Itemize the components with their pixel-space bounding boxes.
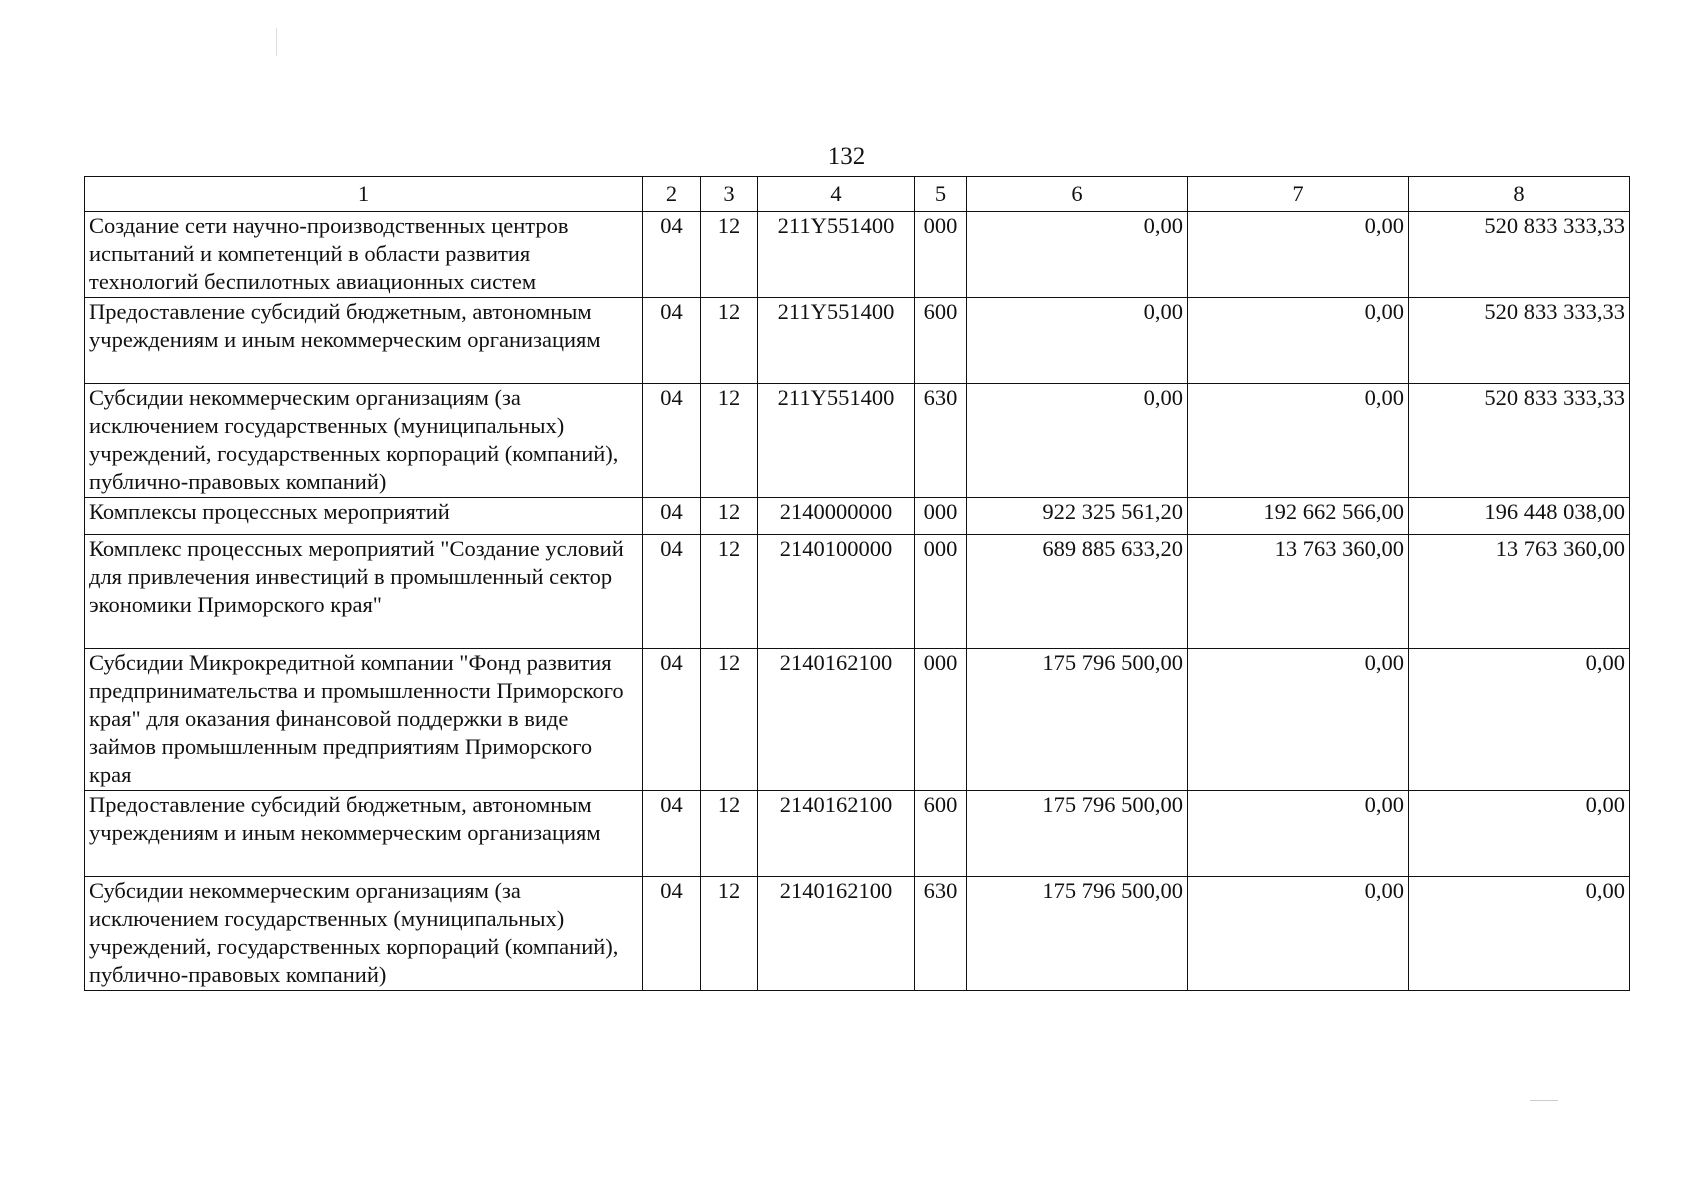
row-section: 04 xyxy=(643,877,701,991)
header-col-1: 1 xyxy=(85,177,643,212)
row-name: Субсидии некоммерческим организациям (за исключением государственных (муниципальных) учреждений, государственных корпораций (компаний), публично-правовых компаний) xyxy=(85,877,643,991)
row-target-article: 2140162100 xyxy=(758,791,915,877)
row-target-article: 2140100000 xyxy=(758,535,915,649)
row-amount-7: 0,00 xyxy=(1188,384,1409,498)
row-subsection: 12 xyxy=(701,298,758,384)
row-amount-8: 0,00 xyxy=(1409,791,1630,877)
row-subsection: 12 xyxy=(701,212,758,298)
table-body xyxy=(85,212,1630,991)
row-section: 04 xyxy=(643,791,701,877)
header-row xyxy=(85,177,1630,212)
row-section: 04 xyxy=(643,384,701,498)
table-header xyxy=(85,177,1630,212)
header-col-4: 4 xyxy=(758,177,915,212)
row-subsection: 12 xyxy=(701,384,758,498)
row-subsection: 12 xyxy=(701,649,758,791)
row-section: 04 xyxy=(643,298,701,384)
table-row xyxy=(85,212,1630,298)
row-subsection: 12 xyxy=(701,535,758,649)
scan-mark-bottom xyxy=(1530,1100,1558,1101)
row-amount-7: 0,00 xyxy=(1188,212,1409,298)
row-name: Субсидии Микрокредитной компании "Фонд развития предпринимательства и промышленности Приморского края" для оказания финансовой поддержки в виде займов промышленным предприятиям Приморского края xyxy=(85,649,643,791)
table-row xyxy=(85,791,1630,877)
row-section: 04 xyxy=(643,649,701,791)
table-row xyxy=(85,298,1630,384)
row-amount-6: 175 796 500,00 xyxy=(967,649,1188,791)
row-expense-type: 630 xyxy=(915,877,967,991)
header-col-2: 2 xyxy=(643,177,701,212)
row-amount-6: 689 885 633,20 xyxy=(967,535,1188,649)
row-amount-8: 520 833 333,33 xyxy=(1409,298,1630,384)
row-amount-6: 175 796 500,00 xyxy=(967,877,1188,991)
table-row xyxy=(85,877,1630,991)
row-amount-7: 0,00 xyxy=(1188,791,1409,877)
budget-table xyxy=(84,176,1630,991)
row-amount-6: 0,00 xyxy=(967,298,1188,384)
row-name: Создание сети научно-производственных центров испытаний и компетенций в области развития технологий беспилотных авиационных систем xyxy=(85,212,643,298)
row-amount-6: 0,00 xyxy=(967,212,1188,298)
table-row xyxy=(85,535,1630,649)
header-col-6: 6 xyxy=(967,177,1188,212)
table-row xyxy=(85,384,1630,498)
row-amount-6: 0,00 xyxy=(967,384,1188,498)
row-target-article: 211Y551400 xyxy=(758,384,915,498)
row-amount-7: 13 763 360,00 xyxy=(1188,535,1409,649)
row-section: 04 xyxy=(643,535,701,649)
row-section: 04 xyxy=(643,498,701,535)
row-amount-8: 196 448 038,00 xyxy=(1409,498,1630,535)
table-row xyxy=(85,649,1630,791)
row-name: Комплекс процессных мероприятий "Создание условий для привлечения инвестиций в промышленный сектор экономики Приморского края" xyxy=(85,535,643,649)
row-target-article: 211Y551400 xyxy=(758,212,915,298)
row-amount-8: 0,00 xyxy=(1409,877,1630,991)
row-subsection: 12 xyxy=(701,791,758,877)
row-target-article: 2140000000 xyxy=(758,498,915,535)
row-section: 04 xyxy=(643,212,701,298)
row-amount-8: 0,00 xyxy=(1409,649,1630,791)
header-col-7: 7 xyxy=(1188,177,1409,212)
header-col-5: 5 xyxy=(915,177,967,212)
row-amount-7: 0,00 xyxy=(1188,649,1409,791)
row-name: Предоставление субсидий бюджетным, автономным учреждениям и иным некоммерческим организациям xyxy=(85,791,643,877)
row-amount-7: 192 662 566,00 xyxy=(1188,498,1409,535)
header-col-3: 3 xyxy=(701,177,758,212)
row-expense-type: 630 xyxy=(915,384,967,498)
row-amount-7: 0,00 xyxy=(1188,877,1409,991)
scan-mark-top xyxy=(276,28,277,56)
row-amount-8: 520 833 333,33 xyxy=(1409,212,1630,298)
row-expense-type: 000 xyxy=(915,212,967,298)
row-name: Комплексы процессных мероприятий xyxy=(85,498,643,535)
row-amount-8: 13 763 360,00 xyxy=(1409,535,1630,649)
table-row xyxy=(85,498,1630,535)
row-expense-type: 600 xyxy=(915,791,967,877)
row-amount-6: 922 325 561,20 xyxy=(967,498,1188,535)
row-subsection: 12 xyxy=(701,498,758,535)
row-target-article: 2140162100 xyxy=(758,877,915,991)
row-amount-7: 0,00 xyxy=(1188,298,1409,384)
row-name: Субсидии некоммерческим организациям (за исключением государственных (муниципальных) учреждений, государственных корпораций (компаний), публично-правовых компаний) xyxy=(85,384,643,498)
row-name: Предоставление субсидий бюджетным, автономным учреждениям и иным некоммерческим организациям xyxy=(85,298,643,384)
row-target-article: 2140162100 xyxy=(758,649,915,791)
row-amount-8: 520 833 333,33 xyxy=(1409,384,1630,498)
row-expense-type: 600 xyxy=(915,298,967,384)
row-expense-type: 000 xyxy=(915,649,967,791)
header-col-8: 8 xyxy=(1409,177,1630,212)
page-number: 132 xyxy=(827,143,866,170)
row-subsection: 12 xyxy=(701,877,758,991)
row-amount-6: 175 796 500,00 xyxy=(967,791,1188,877)
row-expense-type: 000 xyxy=(915,535,967,649)
row-expense-type: 000 xyxy=(915,498,967,535)
row-target-article: 211Y551400 xyxy=(758,298,915,384)
